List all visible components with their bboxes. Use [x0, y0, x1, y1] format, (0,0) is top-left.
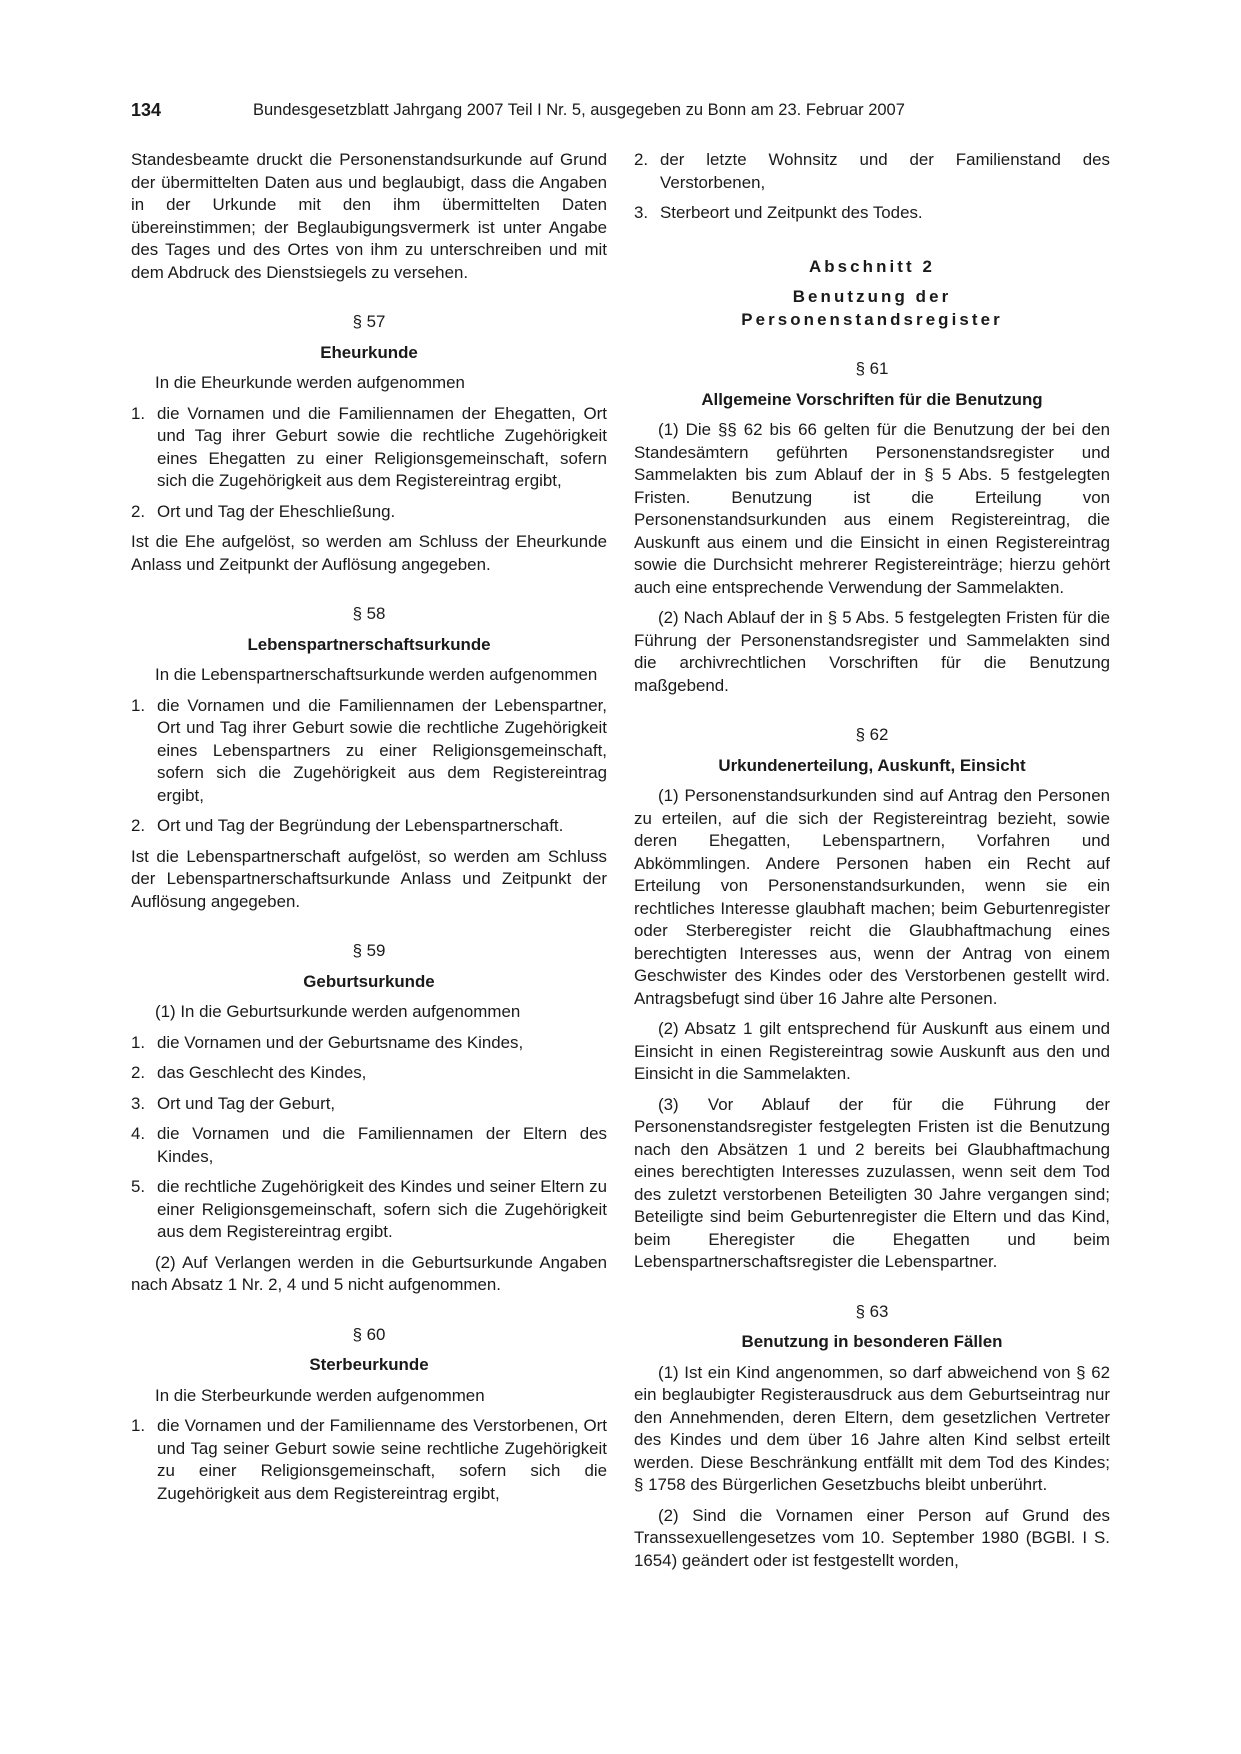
list-item: [131, 1062, 607, 1085]
list-item-text: Sterbeort und Zeitpunkt des Todes.: [660, 203, 923, 222]
section-62-paragraph-1: (1) Personenstandsurkunden sind auf Antrag den Personen zu erteilen, auf die sich der Registereintrag bezieht, sowie deren Ehegatten, Lebenspartnern, Vorfahren und Abkömmlingen. Andere Personen haben ein Recht auf Erteilung von Personenstandsurkunden, wenn sie ein rechtliches Interesse glaubhaft machen; beim Geburtenregister oder Sterberegister reicht die Glaubhaftmachung eines berechtigten Interesses aus, wenn der Antrag von einem Geschwister des Kindes oder des Verstorbenen gestellt wird. Antragsbefugt sind über 16 Jahre alte Personen.: [634, 786, 1110, 1008]
list-item-text: Ort und Tag der Begründung der Lebenspartnerschaft.: [157, 816, 564, 835]
section-59-lead: (1) In die Geburtsurkunde werden aufgenommen: [155, 1002, 521, 1021]
section-60-lead: In die Sterbeurkunde werden aufgenommen: [155, 1385, 485, 1405]
section-61-paragraph-1: (1) Die §§ 62 bis 66 gelten für die Benutzung der bei den Standesämtern geführten Personenstandsregister und Sammelakten bis zum Ablauf der in § 5 Abs. 5 festgelegten Fristen. Benutzung ist die Erteilung von Personenstandsurkunden aus einem Registereintrag, die Auskunft aus einem und die Einsicht in einen Registereintrag sowie die Durchsicht mehrerer Registereinträge; hierzu gehört auch eine entsprechende Verwendung der Sammelakten.: [634, 420, 1110, 597]
section-63-paragraph-2: (2) Sind die Vornamen einer Person auf Grund des Transsexuellengesetzes vom 10. September 1980 (BGBl. I S. 1654) geändert oder ist festgestellt worden,: [634, 1505, 1110, 1570]
section-57-closing: Ist die Ehe aufgelöst, so werden am Schluss der Eheurkunde Anlass und Zeitpunkt der Auflösung angegeben.: [131, 532, 607, 574]
section-number-62: § 62: [855, 725, 889, 744]
list-item-number: 2.: [131, 501, 146, 521]
list-item-text: die Vornamen und der Geburtsname des Kindes,: [157, 1032, 524, 1052]
list-item-text: die Vornamen und die Familiennamen der Eltern des Kindes,: [157, 1124, 607, 1166]
section-title-59: Geburtsurkunde: [303, 971, 435, 991]
list-item-number: 1.: [131, 1032, 146, 1052]
intro-paragraph: Standesbeamte druckt die Personenstandsurkunde auf Grund der übermittelten Daten aus und beglaubigt, dass die Angaben in der Urkunde mit den ihm übermittelten Daten übereinstimmen; der Beglaubigungsvermerk ist unter Angabe des Tages und des Ortes von ihm zu unterschreiben und mit dem Abdruck des Dienstsiegels zu versehen.: [131, 150, 607, 282]
list-item-number: 1.: [131, 403, 146, 423]
list-item-text: die Vornamen und die Familiennamen der Lebenspartner, Ort und Tag ihrer Geburt sowie die rechtliche Zugehörigkeit eines Lebenspartners zu einer Religionsgemeinschaft, sofern sich die Zugehörigkeit aus dem Registereintrag ergibt,: [157, 695, 607, 805]
list-item-text: die Vornamen und der Familienname des Verstorbenen, Ort und Tag seiner Geburt sowie seine rechtliche Zugehörigkeit zu einer Religionsgemeinschaft, sofern sich die Zugehörigkeit aus dem Registereintrag ergibt,: [157, 1416, 607, 1503]
section-number-63: § 63: [855, 1301, 889, 1321]
list-item: [131, 501, 607, 524]
running-title: Bundesgesetzblatt Jahrgang 2007 Teil I Nr. 5, ausgegeben zu Bonn am 23. Februar 2007: [253, 101, 905, 119]
right-column: [634, 149, 1110, 1572]
list-item-text: das Geschlecht des Kindes,: [157, 1063, 367, 1082]
part-title-line-1: Benutzung der: [792, 287, 952, 306]
section-59-paragraph-2: (2) Auf Verlangen werden in die Geburtsurkunde Angaben nach Absatz 1 Nr. 2, 4 und 5 nicht aufgenommen.: [131, 1252, 607, 1294]
list-item: [131, 815, 607, 838]
left-column: [131, 149, 607, 1505]
list-item-number: 1.: [131, 695, 146, 715]
section-number-61: § 61: [855, 359, 889, 378]
part-title-line-2: Personenstandsregister: [741, 309, 1003, 329]
list-item: [131, 1093, 607, 1116]
section-number-59: § 59: [352, 941, 386, 960]
list-item: [634, 149, 1110, 194]
list-item: [131, 1415, 607, 1505]
section-number-57: § 57: [352, 312, 386, 331]
list-item-number: 5.: [131, 1177, 146, 1196]
list-item-number: 3.: [634, 203, 649, 222]
section-62-paragraph-2: (2) Absatz 1 gilt entsprechend für Auskunft aus einem und Einsicht in einen Registereintrag sowie Auskunft aus den und Einsicht in die Sammelakten.: [634, 1019, 1110, 1083]
section-title-62: Urkundenerteilung, Auskunft, Einsicht: [718, 755, 1026, 775]
list-item-number: 2.: [131, 816, 146, 835]
section-title-63: Benutzung in besonderen Fällen: [741, 1332, 1003, 1351]
section-title-61: Allgemeine Vorschriften für die Benutzung: [701, 389, 1043, 409]
section-number-58: § 58: [352, 604, 386, 623]
list-item-number: 4.: [131, 1124, 146, 1143]
section-title-58: Lebenspartnerschaftsurkunde: [247, 634, 491, 654]
page-number: 134: [131, 100, 162, 120]
part-number: Abschnitt 2: [808, 256, 936, 276]
list-item: [634, 202, 1110, 225]
section-number-60: § 60: [352, 1324, 386, 1344]
section-62-paragraph-3: (3) Vor Ablauf der für die Führung der Personenstandsregister festgelegten Fristen ist die Benutzung nach den Absätzen 1 und 2 bereits bei Glaubhaftmachung eines berechtigten Interesses zuzulassen, wenn seit dem Tod des zuletzt verstorbenen Beteiligten 30 Jahre vergangen sind; Beteiligte sind beim Geburtenregister die Eltern und das Kind, beim Eheregister die Ehegatten und beim Lebenspartnerschaftsregister die Lebenspartner.: [634, 1094, 1110, 1271]
section-61-paragraph-2: (2) Nach Ablauf der in § 5 Abs. 5 festgelegten Fristen für die Führung der Personenstandsregister und Sammelakten sind die archivrechtlichen Vorschriften für die Benutzung maßgebend.: [634, 608, 1110, 695]
page-header: [131, 100, 1116, 124]
section-58-lead: In die Lebenspartnerschaftsurkunde werden aufgenommen: [155, 665, 598, 684]
list-item: [131, 1123, 607, 1168]
list-item-number: 2.: [634, 150, 649, 169]
section-title-57: Eheurkunde: [320, 342, 418, 362]
list-item-text: die Vornamen und die Familiennamen der Ehegatten, Ort und Tag ihrer Geburt sowie die rechtliche Zugehörigkeit eines Ehegatten zu einer Religionsgemeinschaft, sofern sich die Zugehörigkeit aus dem Registereintrag ergibt,: [157, 403, 607, 490]
list-item: [131, 695, 607, 808]
list-item: [131, 403, 607, 493]
section-57-lead: In die Eheurkunde werden aufgenommen: [155, 373, 465, 392]
section-title-60: Sterbeurkunde: [309, 1355, 429, 1374]
section-63-paragraph-1: (1) Ist ein Kind angenommen, so darf abweichend von § 62 ein beglaubigter Registerausdruck aus dem Geburtseintrag nur den Annehmenden, deren Eltern, dem gesetzlichen Vertreter des Kindes und dem über 16 Jahre alten Kind selbst erteilt werden. Diese Beschränkung entfällt mit dem Tod des Kindes; § 1758 des Bürgerlichen Gesetzbuchs bleibt unberührt.: [634, 1362, 1110, 1494]
list-item: [131, 1176, 607, 1244]
list-item-number: 3.: [131, 1093, 146, 1113]
list-item-number: 2.: [131, 1063, 146, 1082]
list-item: [131, 1032, 607, 1055]
list-item-number: 1.: [131, 1416, 146, 1435]
section-58-closing: Ist die Lebenspartnerschaft aufgelöst, so werden am Schluss der Lebenspartnerschaftsurkunde Anlass und Zeitpunkt der Auflösung angegeben.: [131, 846, 607, 911]
list-item-text: der letzte Wohnsitz und der Familienstand des Verstorbenen,: [660, 150, 1110, 192]
list-item-text: Ort und Tag der Eheschließung.: [157, 501, 396, 521]
list-item-text: die rechtliche Zugehörigkeit des Kindes und seiner Eltern zu einer Religionsgemeinschaft, sofern sich die Zugehörigkeit aus dem Registereintrag ergibt.: [157, 1177, 607, 1241]
list-item-text: Ort und Tag der Geburt,: [157, 1093, 336, 1113]
